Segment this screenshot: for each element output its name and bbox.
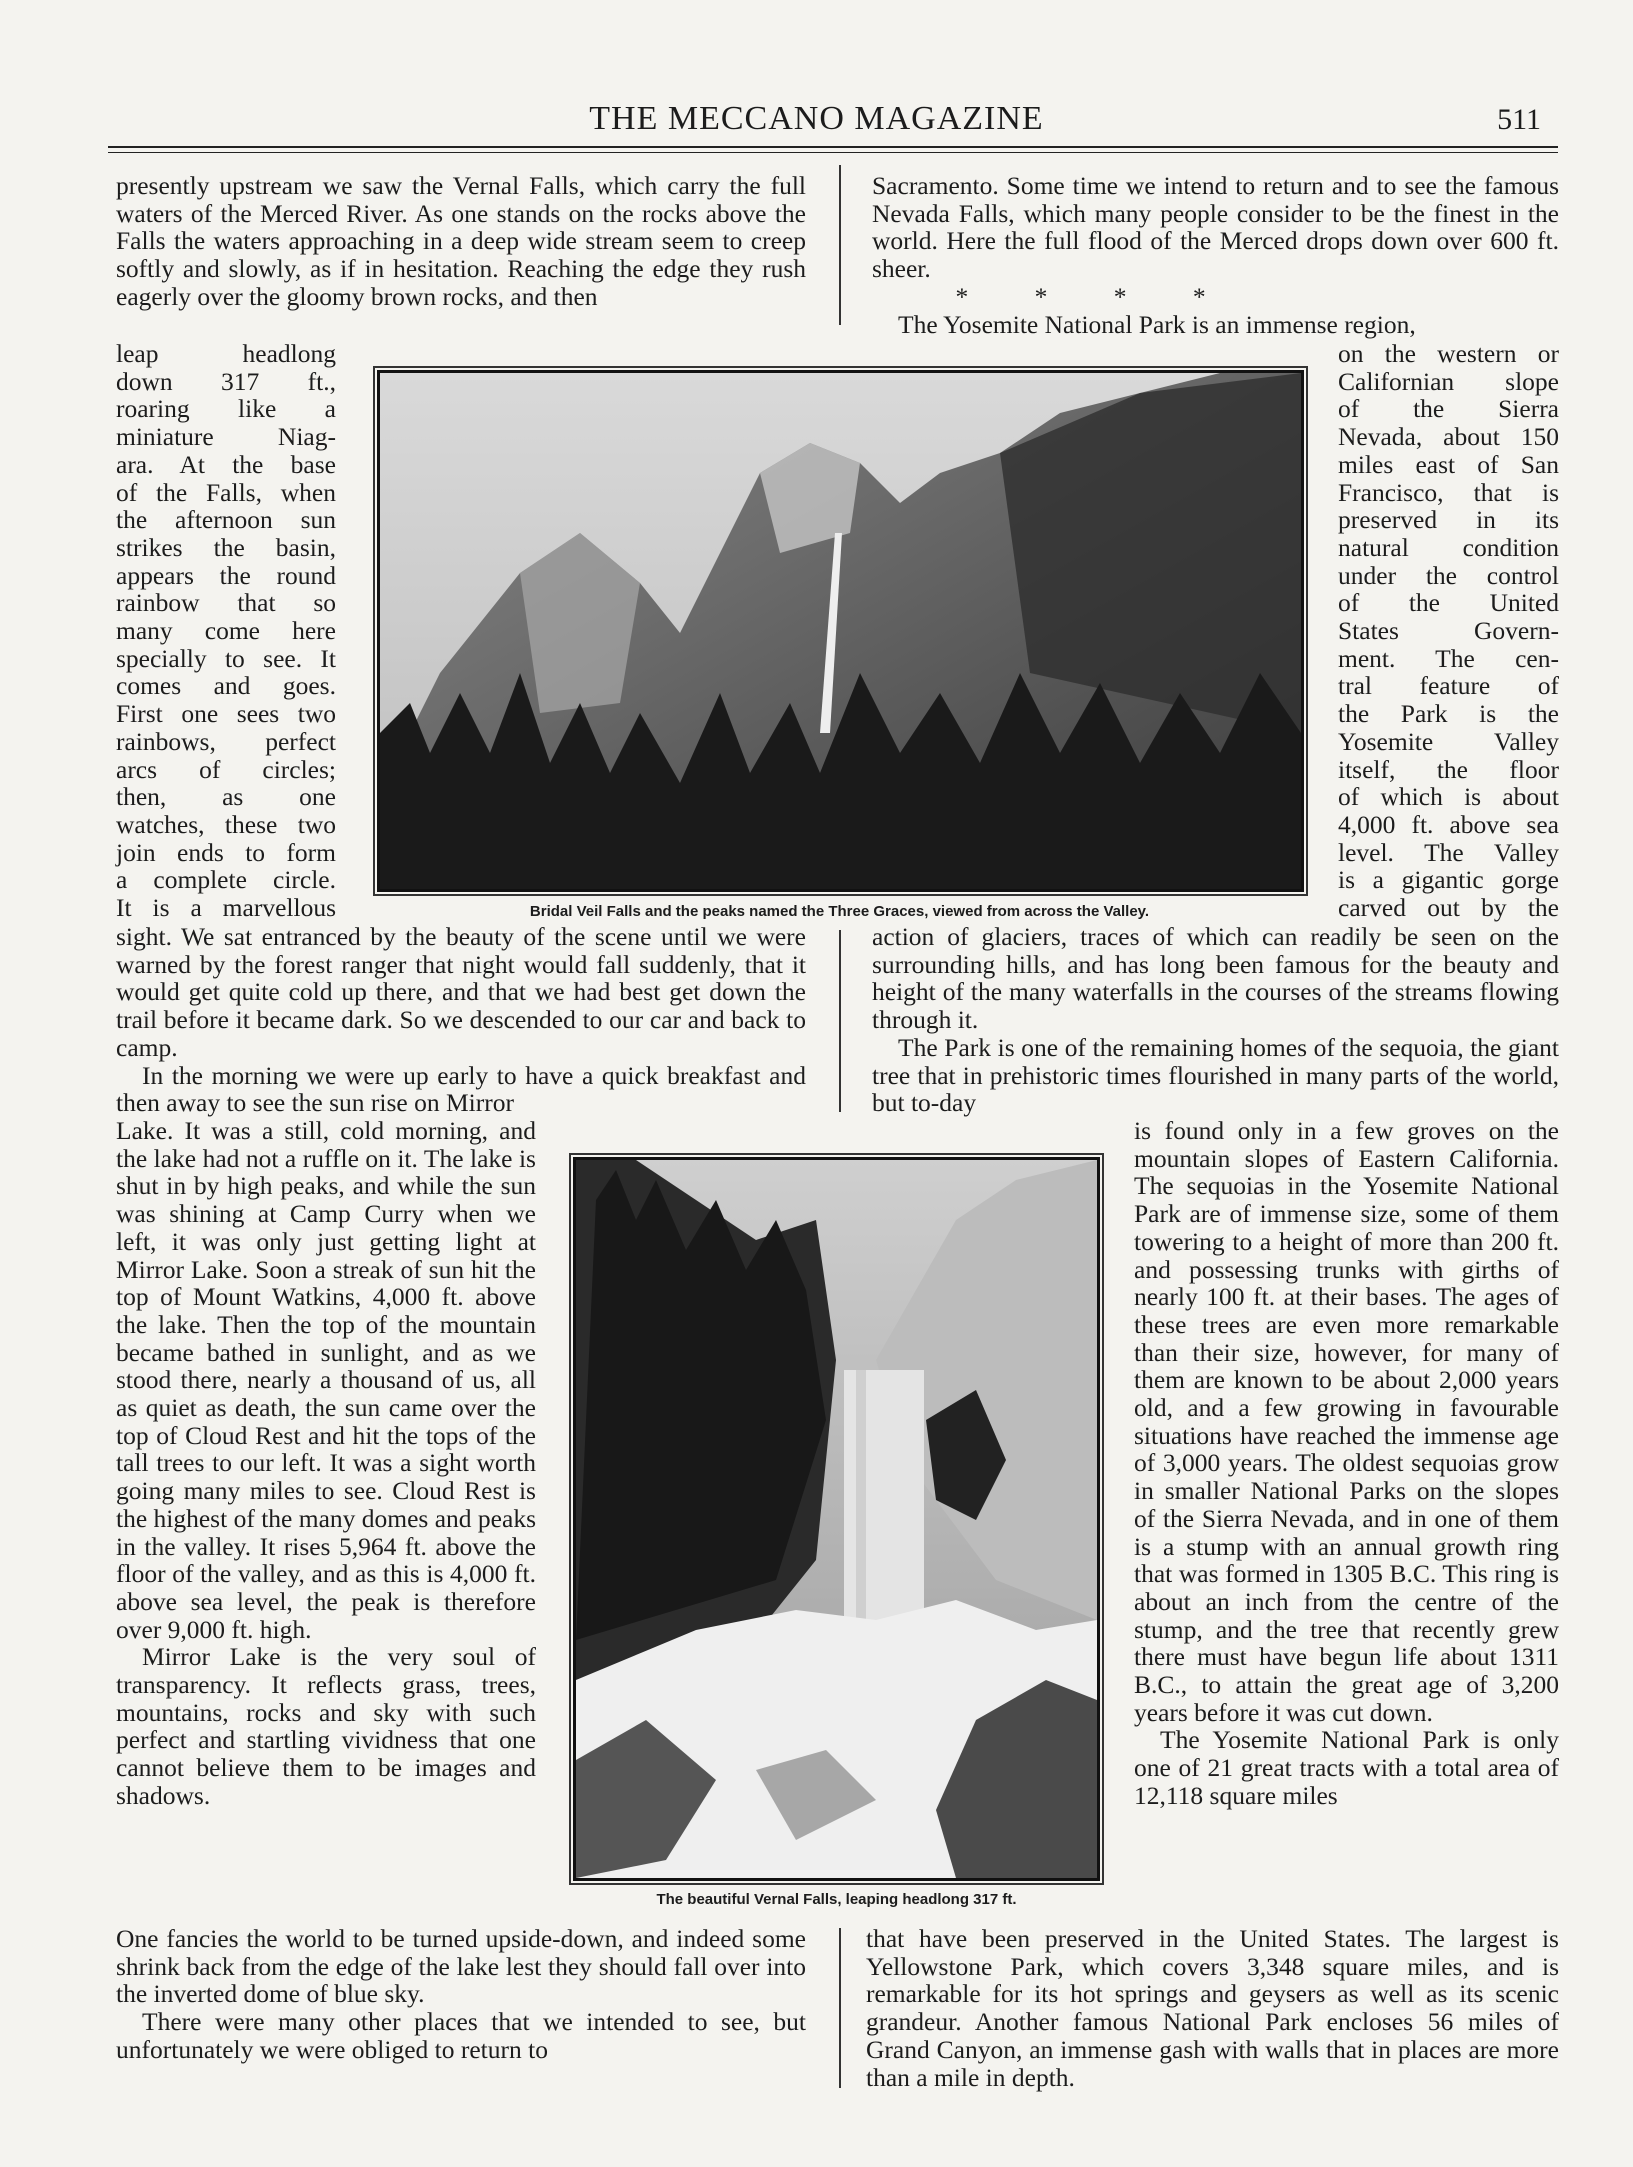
- text-line: is a gigantic gorge: [1338, 865, 1559, 895]
- text-line: of the Falls, when: [116, 477, 336, 507]
- text-line: Yosemite Valley: [1338, 726, 1559, 756]
- vernal-falls-photo: [573, 1157, 1100, 1881]
- photo-caption: Bridal Veil Falls and the peaks named the Three Graces, viewed from across the Valley.: [529, 903, 1150, 920]
- right-narrow-text: [1338, 340, 1559, 922]
- header-rule: [108, 146, 1558, 148]
- header-rule-thin: [108, 152, 1558, 153]
- text-line: First one sees two: [116, 699, 336, 729]
- text-line: natural condition: [1338, 532, 1559, 562]
- paragraph: action of glaciers, traces of which can readily be seen on the surrounding hills, and has long been famous for the beauty and height of the many waterfalls in the courses of the streams flowing through it.: [872, 922, 1559, 1035]
- paragraph: Mirror Lake is the very soul of transparency. It reflects grass, trees, mountains, rocks and sky with such perfect and startling vividness that one cannot believe them to be images and shadows.: [116, 1642, 536, 1810]
- text-line: comes and goes.: [116, 671, 336, 701]
- paragraph: The Park is one of the remaining homes of the sequoia, the giant tree that in prehistoric times flourished in many parts of the world, but to-day: [872, 1032, 1559, 1118]
- text-line: Californian slope: [1338, 366, 1559, 396]
- paragraph: Lake. It was a still, cold morning, and the lake had not a ruffle on it. The lake is shut in by high peaks, and while the sun was shining at Camp Curry when we left, it was only just getting light at Mirror Lake. Soon a streak of sun hit the top of Mount Watkins, 4,000 ft. above the lake. Then the top of the mountain became bathed in sunlight, and as we stood there, nearly a thousand of us, all as quiet as death, the sun came over the top of Cloud Rest and hit the tops of the tall trees to our left. It was a sight worth going many miles to see. Cloud Rest is the highest of the many domes and peaks in the valley. It rises 5,964 ft. above the floor of the valley, and as this is 4,000 ft. above sea level, the peak is therefore over 9,000 ft. high.: [116, 1116, 536, 1644]
- page-number: 511: [1497, 103, 1541, 136]
- left-bottom-text: [116, 1925, 806, 2064]
- paragraph: sight. We sat entranced by the beauty of the scene until we were warned by the forest ranger that night would fall suddenly, that it would get quite cold up there, and that we had best get down the trail before it became dark. So we descended to our car and back to camp.: [116, 922, 806, 1062]
- text-line: of which is about: [1338, 782, 1559, 812]
- paragraph: The Yosemite National Park is only one of 21 great tracts with a total area of 12,118 square miles: [1134, 1725, 1559, 1810]
- text-line: carved out by the: [1338, 893, 1559, 923]
- text-line: watches, these two: [116, 809, 336, 839]
- text-line: many come here: [116, 616, 336, 646]
- text-line: a complete circle.: [116, 865, 336, 895]
- text-line: itself, the floor: [1338, 754, 1559, 784]
- text-line: then, as one: [116, 782, 336, 812]
- column-rule: [839, 1928, 841, 2088]
- text-line: arcs of circles;: [116, 754, 336, 784]
- right-lower-text: [1134, 1117, 1559, 1810]
- text-line: of the United: [1338, 588, 1559, 618]
- text-line: It is a marvellous: [116, 893, 336, 923]
- text-line: Nevada, about 150: [1338, 422, 1559, 452]
- text-line: the afternoon sun: [116, 505, 336, 535]
- photo-caption: The beautiful Vernal Falls, leaping headlong 317 ft.: [656, 1891, 1017, 1908]
- text-line: Francisco, that is: [1338, 477, 1559, 507]
- text-line: States Govern-: [1338, 616, 1559, 646]
- text-line: of the Sierra: [1338, 394, 1559, 424]
- text-line: 4,000 ft. above sea: [1338, 809, 1559, 839]
- text-line: miles east of San: [1338, 449, 1559, 479]
- text-line: roaring like a: [116, 394, 336, 424]
- text-line: ment. The cen-: [1338, 643, 1559, 673]
- text-line: tral feature of: [1338, 671, 1559, 701]
- text-line: appears the round: [116, 560, 336, 590]
- paragraph: is found only in a few groves on the mountain slopes of Eastern California. The sequoias in the Yosemite National Park are of immense size, some of them towering to a height of more than 200 ft. and possessing trunks with girths of nearly 100 ft. at their bases. The ages of these trees are even more remarkable than their size, however, for many of them are known to be about 2,000 years old, and a few growing in favourable situations have reached the immense age of 3,000 years. The oldest sequoias grow in smaller National Parks on the slopes of the Sierra Nevada, and in one of them is a stump with an annual growth ring that was formed in 1305 B.C. This ring is about an inch from the centre of the stump, and the tree that recently grew there must have begun life about 1311 B.C., to attain the great age of 3,200 years before it was cut down.: [1134, 1116, 1559, 1727]
- paragraph: In the morning we were up early to have a quick breakfast and then away to see the sun rise on Mirror: [116, 1060, 806, 1118]
- paragraph: One fancies the world to be turned upside-down, and indeed some shrink back from the edge of the lake lest they should fall over into the inverted dome of blue sky.: [116, 1924, 806, 2009]
- bridal-veil-falls-photo: [377, 370, 1304, 892]
- text-line: leap headlong: [116, 339, 336, 368]
- text-line: the Park is the: [1338, 699, 1559, 729]
- right-top-text: [872, 172, 1559, 338]
- text-line: specially to see. It: [116, 643, 336, 673]
- paragraph: The Yosemite National Park is an immense region,: [898, 309, 1416, 339]
- right-mid-text: [872, 923, 1559, 1117]
- text-line: rainbow that so: [116, 588, 336, 618]
- paragraph: There were many other places that we intended to see, but unfortunately we were obliged to return to: [116, 2007, 806, 2064]
- magazine-title: THE MECCANO MAGAZINE: [589, 100, 1044, 137]
- paragraph: presently upstream we saw the Vernal Falls, which carry the full waters of the Merced River. As one stands on the rocks above the Falls the waters approaching in a deep wide stream seem to creep softly and slowly, as if in hesitation. Reaching the edge they rush eagerly over the gloomy brown rocks, and then: [116, 171, 806, 311]
- right-bottom-text: [866, 1925, 1559, 2091]
- text-line: rainbows, perfect: [116, 726, 336, 756]
- text-line: join ends to form: [116, 837, 336, 867]
- text-line: preserved in its: [1338, 505, 1559, 535]
- text-line: miniature Niag-: [116, 422, 336, 452]
- text-line: ara. At the base: [116, 449, 336, 479]
- left-mid-text: [116, 923, 806, 1117]
- paragraph: Sacramento. Some time we intend to return and to see the famous Nevada Falls, which many people consider to be the finest in the world. Here the full flood of the Merced drops down over 600 ft. sheer.: [872, 171, 1559, 284]
- column-rule: [839, 930, 841, 1112]
- text-line: under the control: [1338, 560, 1559, 590]
- text-line: down 317 ft.,: [116, 366, 336, 396]
- left-lower-text: [116, 1117, 536, 1810]
- paragraph: that have been preserved in the United States. The largest is Yellowstone Park, which covers 3,348 square miles, and is remarkable for its hot springs and geysers as well as its scenic grandeur. Another famous National Park encloses 56 miles of Grand Canyon, an immense gash with walls that in places are more than a mile in depth.: [866, 1924, 1559, 2092]
- text-line: level. The Valley: [1338, 837, 1559, 867]
- text-line: on the western or: [1338, 339, 1559, 368]
- text-line: strikes the basin,: [116, 532, 336, 562]
- left-narrow-text: [116, 340, 336, 922]
- section-break-stars: * * * *: [955, 281, 1236, 311]
